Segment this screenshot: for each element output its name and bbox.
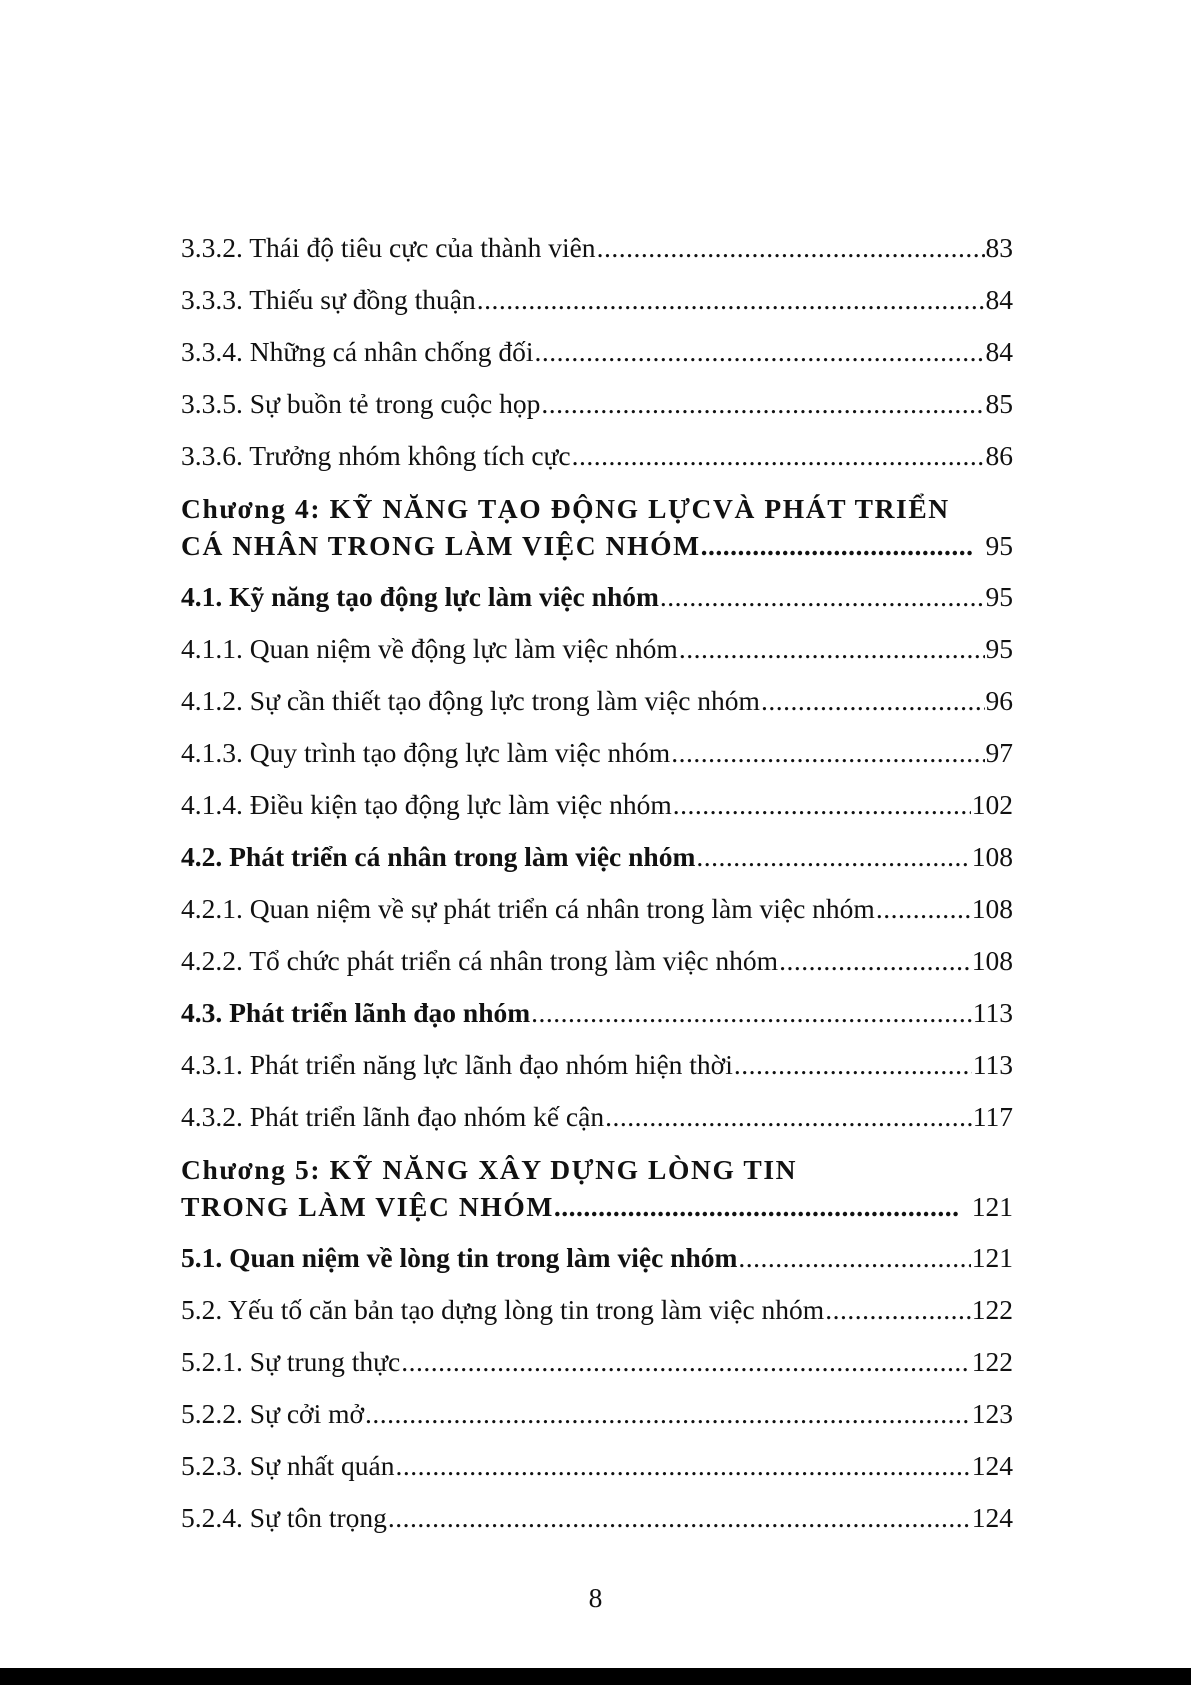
dot-leader <box>660 571 985 623</box>
dot-leader <box>679 623 985 675</box>
toc-entry-label: 3.3.6. Trưởng nhóm không tích cực <box>181 440 571 471</box>
dot-leader <box>401 1336 971 1388</box>
toc-entry-label: 3.3.5. Sự buồn tẻ trong cuộc họp <box>181 388 541 419</box>
toc-entry-page: 102 <box>971 789 1013 820</box>
toc-entry-page: 96 <box>985 685 1013 716</box>
dot-leader <box>477 274 985 326</box>
toc-entry-page: 84 <box>985 336 1013 367</box>
toc-entry-label: 4.3. Phát triển lãnh đạo nhóm <box>181 997 531 1028</box>
toc-entry-label: 4.1.2. Sự cần thiết tạo động lực trong làm việc nhóm <box>181 685 760 716</box>
chapter-4-title-line1: Chương 4: KỸ NĂNG TẠO ĐỘNG LỰCVÀ PHÁT TRIỂN <box>181 493 950 524</box>
toc-entry-page: 83 <box>985 232 1013 263</box>
dot-leader <box>572 430 985 482</box>
toc-entry-4-1-1 <box>181 623 1013 675</box>
toc-entry-label: 4.1.3. Quy trình tạo động lực làm việc nhóm <box>181 737 671 768</box>
toc-entry-label: 4.2. Phát triển cá nhân trong làm việc nhóm <box>181 841 696 872</box>
toc-entry-page: 95 <box>985 633 1013 664</box>
toc-entry-page: 108 <box>971 841 1013 872</box>
dot-leader <box>779 935 971 987</box>
dot-leader <box>365 1388 971 1440</box>
toc-entry-4-3 <box>181 987 1013 1039</box>
toc-entry-label: 5.2.3. Sự nhất quán <box>181 1450 395 1481</box>
toc-entry-page: 97 <box>985 737 1013 768</box>
toc-entry-label: 5.1. Quan niệm về lòng tin trong làm việc nhóm <box>181 1242 738 1273</box>
toc-entry-5-2-3 <box>181 1440 1013 1492</box>
toc-entry-label: 3.3.3. Thiếu sự đồng thuận <box>181 284 476 315</box>
toc-entry-5-2 <box>181 1284 1013 1336</box>
dot-leader <box>554 1188 960 1225</box>
toc-entry-label: 3.3.2. Thái độ tiêu cực của thành viên <box>181 232 596 263</box>
toc-entry-5-2-4 <box>181 1492 1013 1544</box>
toc-entry-3-3-2 <box>181 222 1013 274</box>
chapter-5-title-line2: TRONG LÀM VIỆC NHÓM <box>181 1191 554 1222</box>
toc-entry-label: 5.2.4. Sự tôn trọng <box>181 1502 387 1533</box>
toc-entry-label: 4.3.1. Phát triển năng lực lãnh đạo nhóm hiện thời <box>181 1049 733 1080</box>
toc-entry-4-1-3 <box>181 727 1013 779</box>
toc-entry-4-2 <box>181 831 1013 883</box>
toc-entry-label: 4.2.1. Quan niệm về sự phát triển cá nhân trong làm việc nhóm <box>181 893 875 924</box>
toc-entry-page: 121 <box>971 1242 1013 1273</box>
toc-entry-page: 85 <box>985 388 1013 419</box>
toc-entry-3-3-4 <box>181 326 1013 378</box>
toc-entry-3-3-3 <box>181 274 1013 326</box>
dot-leader <box>541 378 984 430</box>
toc-entry-4-3-2 <box>181 1091 1013 1143</box>
toc-entry-page: 95 <box>985 581 1013 612</box>
chapter-4-page: 95 <box>985 530 1013 561</box>
toc-entry-label: 4.1.4. Điều kiện tạo động lực làm việc nhóm <box>181 789 672 820</box>
dot-leader <box>388 1492 971 1544</box>
toc-entry-4-3-1 <box>181 1039 1013 1091</box>
chapter-4-title-line2-row <box>181 527 1013 564</box>
toc-entry-3-3-5 <box>181 378 1013 430</box>
toc-entry-label: 4.3.2. Phát triển lãnh đạo nhóm kế cận <box>181 1101 605 1132</box>
toc-entry-page: 108 <box>971 945 1013 976</box>
toc-entry-page: 86 <box>985 440 1013 471</box>
toc-entry-page: 113 <box>972 1049 1013 1080</box>
dot-leader <box>534 326 984 378</box>
toc-entry-4-2-1 <box>181 883 1013 935</box>
chapter-4-heading <box>181 482 1013 571</box>
table-of-contents <box>181 222 1013 1544</box>
toc-entry-page: 122 <box>971 1346 1013 1377</box>
toc-entry-page: 117 <box>972 1101 1013 1132</box>
dot-leader <box>734 1039 972 1091</box>
toc-entry-4-2-2 <box>181 935 1013 987</box>
toc-entry-page: 123 <box>971 1398 1013 1429</box>
dot-leader <box>673 779 971 831</box>
toc-entry-page: 108 <box>971 893 1013 924</box>
dot-leader <box>396 1440 971 1492</box>
dot-leader <box>701 527 974 564</box>
dot-leader <box>671 727 984 779</box>
toc-entry-page: 113 <box>972 997 1013 1028</box>
toc-entry-label: 5.2. Yếu tố căn bản tạo dựng lòng tin trong làm việc nhóm <box>181 1294 825 1325</box>
bottom-border <box>0 1668 1191 1685</box>
toc-entry-page: 124 <box>971 1502 1013 1533</box>
toc-entry-page: 124 <box>971 1450 1013 1481</box>
dot-leader <box>696 831 970 883</box>
chapter-5-heading <box>181 1143 1013 1232</box>
toc-entry-label: 3.3.4. Những cá nhân chống đối <box>181 336 534 367</box>
toc-entry-label: 5.2.2. Sự cởi mở <box>181 1398 365 1429</box>
toc-entry-4-1-2 <box>181 675 1013 727</box>
toc-entry-page: 122 <box>971 1294 1013 1325</box>
toc-entry-3-3-6 <box>181 430 1013 482</box>
toc-entry-5-1 <box>181 1232 1013 1284</box>
dot-leader <box>825 1284 971 1336</box>
toc-entry-5-2-1 <box>181 1336 1013 1388</box>
dot-leader <box>531 987 972 1039</box>
toc-entry-label: 4.1. Kỹ năng tạo động lực làm việc nhóm <box>181 581 659 612</box>
dot-leader <box>738 1232 970 1284</box>
toc-entry-label: 5.2.1. Sự trung thực <box>181 1346 401 1377</box>
toc-entry-label: 4.1.1. Quan niệm về động lực làm việc nhóm <box>181 633 678 664</box>
dot-leader <box>761 675 985 727</box>
toc-entry-label: 4.2.2. Tổ chức phát triển cá nhân trong làm việc nhóm <box>181 945 779 976</box>
toc-entry-page: 84 <box>985 284 1013 315</box>
page-number: 8 <box>588 1582 603 1613</box>
chapter-4-title-line2: CÁ NHÂN TRONG LÀM VIỆC NHÓM <box>181 530 701 561</box>
toc-entry-5-2-2 <box>181 1388 1013 1440</box>
chapter-5-title-line2-row <box>181 1188 1013 1225</box>
chapter-5-page: 121 <box>971 1191 1013 1222</box>
dot-leader <box>876 883 971 935</box>
dot-leader <box>605 1091 972 1143</box>
toc-entry-4-1-4 <box>181 779 1013 831</box>
toc-entry-4-1 <box>181 571 1013 623</box>
chapter-5-title-line1: Chương 5: KỸ NĂNG XÂY DỰNG LÒNG TIN <box>181 1154 798 1185</box>
dot-leader <box>597 222 985 274</box>
